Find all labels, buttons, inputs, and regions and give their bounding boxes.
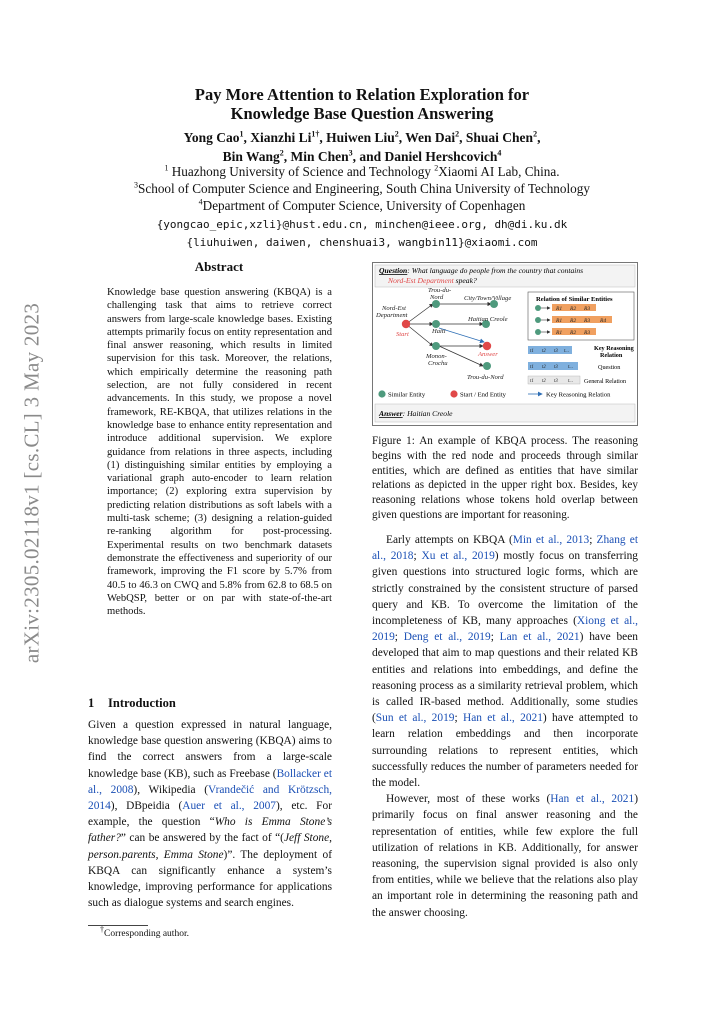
token: t2	[542, 365, 546, 370]
citation-link[interactable]: Bollacker et al., 2008	[88, 767, 332, 796]
node-similar	[432, 300, 440, 308]
label-answer: Answer	[478, 351, 498, 358]
paper-title	[0, 85, 724, 123]
title-line-2: Knowledge Base Question Answering	[230, 104, 494, 123]
authors-line-1	[0, 128, 724, 147]
answer-text: Answer: Haitian Creole	[379, 409, 453, 418]
section-number: 1	[88, 696, 95, 710]
abstract-heading: Abstract	[194, 259, 244, 274]
paragraph-early-attempts: Early attempts on KBQA (Min et al., 2013; Zhang et al., 2018; Xu et al., 2019) mostly focus on transferring given questions into structured logic forms, which are strictly constrained by the consistent structure of parsed query and KB. To overcome the limitation of the incompleteness of KB, many approaches (Xiong et al., 2019; Deng et al., 2019; Lan et al., 2021) have been developed that aim to map questions and their related KB entities and relations into embeddings, and define the reasoning process as a similarity retrieval problem, which is called IR-based method. Additionally, some studies (Sun et al., 2019; Han et al., 2021) have attempted to learn relation embeddings and then incorporate surrounding relations to represent entities, which successfully reduces the number of parameters needed for the model.	[372, 534, 639, 790]
author-list	[0, 128, 724, 166]
intro-paragraph: Given a question expressed in natural language, knowledge base question answering (KBQA) aims to find the correct answers from a large-scale knowledge base (KB), such as Freebase (Bollacker et al., 2008), Wikipedia (Vrandečić and Krötzsch, 2014), DBpeidia (Auer et al., 2007), etc. For example, the question “Who is Emma Stone’s father?” can be answered by the fact of “(Jeff Stone, person.parents, Emma Stone)”. The deployment of KBQA can significantly enhance a system’s knowledge, improving performance for applications such as dialogue systems and search engines.	[88, 719, 333, 910]
label-trou-top-2: Nord	[430, 294, 444, 301]
email-line-2: {liuhuiwen, daiwen, chenshuai3, wangbin11}@xiaomi.com	[186, 235, 538, 249]
token: t...	[568, 379, 573, 384]
general-tag: General Relation	[584, 378, 627, 385]
token: t...	[568, 365, 573, 370]
label-mom-2: Crochu	[428, 360, 448, 367]
node-similar	[432, 342, 440, 350]
node-answer	[483, 342, 491, 350]
figure-caption: Figure 1: An example of KBQA process. The reasoning begins with the red node and proceeds through similar entities, which are defined as entities that have similar relations as depicted in the upper right box. Besides, key reasoning relations whose tokens hold overlap between given questions are important for reasoning.	[372, 435, 638, 521]
legend-similar-dot	[378, 390, 385, 397]
author-8: , and Daniel Hershcovich	[352, 149, 498, 164]
author-6: Bin Wang	[222, 149, 280, 164]
token: t3	[554, 365, 558, 370]
figure-1	[372, 262, 638, 426]
paragraph-however: However, most of these works (Han et al., 2021) primarily focus on final answer reasoning and the representation of entities, while few explore the full utilization of relations in KB. Additionally, for answer reasoning, the supervision signal provided is also only from entities, while we believe that the relations also play an important role in determining the reasoning path and the answer choosing.	[372, 793, 638, 919]
email-line-1: {yongcao_epic,xzli}@hust.edu.cn, minchen@ieee.org, dh@di.ku.dk	[156, 218, 568, 231]
rel-r1: R1	[556, 318, 563, 324]
author-4-sup: 2	[455, 129, 460, 139]
legend-similar: Similar Entity	[388, 391, 426, 399]
author-2: , Xianzhi Li	[243, 130, 312, 145]
abstract-body: Knowledge base question answering (KBQA) is a challenging task that aims to retrieve correct answers from large-scale knowledge bases. Existing attempts primarily focus on entity representation and final answer reasoning, which results in limited supervision for this task. Moreover, the relations, which empirically determine the reasoning path selection, are not fully considered in recent advancements. In this study, we propose a novel framework, RE-KBQA, that utilizes relations in the knowledge base to enhance entity representation and introduce additional supervision. We explore guidance from relations in three aspects, including (1) distinguishing similar entities by employing a variational graph auto-encoder to learn relation importance; (2) exploring extra supervision by predicting relation distributions as soft labels with a multi-task scheme; (3) designing a relation-guided re-ranking algorithm for post-processing. Experimental results on two benchmark datasets demonstrate the effectiveness and superiority of our framework, improving the F1 score by 5.7% from 40.5 to 46.3 on CWQ and 5.8% from 62.8 to 68.5 on WebQSP, better or on par with state-of-the-art methods.	[107, 287, 332, 618]
label-mom-1: Monon-	[426, 353, 447, 360]
footnote	[100, 924, 189, 939]
legend-startend: Start / End Entity	[460, 391, 506, 399]
footnote-text: Corresponding author.	[104, 929, 189, 939]
rel-r3: R3	[584, 330, 591, 336]
node-start	[402, 320, 410, 328]
affil-4-sup: 4	[198, 197, 203, 207]
question-text: Question: What language do people from the country that contains	[379, 266, 584, 275]
row-node	[535, 317, 541, 323]
question-text-2: Nord-Est Department speak?	[388, 276, 477, 285]
rel-r1: R1	[556, 330, 563, 336]
author-5: , Shuai Chen	[459, 130, 534, 145]
label-nord-1: Nord-Est	[382, 305, 406, 312]
similar-box-title: Relation of Similar Entities	[536, 296, 613, 303]
affil-3: School of Computer Science and Engineering, South China University of Technology	[138, 181, 590, 196]
rel-r2: R2	[570, 318, 577, 324]
rel-r2: R2	[570, 306, 577, 312]
token: t3	[554, 379, 558, 384]
rel-r3: R3	[584, 318, 591, 324]
citation-link[interactable]: Deng et al., 2019	[403, 631, 491, 644]
label-city: City/Town/Village	[464, 295, 512, 302]
citation-link[interactable]: Xiong et al., 2019	[372, 615, 638, 644]
token: t1	[530, 349, 534, 354]
token: t1	[530, 365, 534, 370]
affil-line-3	[0, 197, 724, 214]
citation-link[interactable]: Sun et al., 2019	[375, 712, 455, 725]
author-6-sup: 2	[279, 148, 284, 158]
rel-r1: R1	[556, 306, 563, 312]
affiliations	[0, 163, 724, 214]
rel-r4: R4	[600, 318, 607, 324]
node-similar	[483, 362, 491, 370]
token: t3	[554, 349, 558, 354]
author-4: , Wen Dai	[398, 130, 456, 145]
row-node	[535, 329, 541, 335]
citation-link[interactable]: Han et al., 2021	[462, 712, 543, 725]
legend	[378, 390, 611, 398]
affil-line-1	[0, 163, 724, 180]
example-question: Who is Emma Stone’s father?	[88, 816, 333, 845]
affil-2-sup: 2	[434, 163, 439, 173]
title-line-1: Pay More Attention to Relation Exploration for	[194, 85, 530, 104]
question-tag: Question	[598, 364, 621, 371]
label-trou-bottom: Trou-du-Nord	[467, 374, 504, 381]
label-haiti: Haiti	[432, 328, 446, 335]
footnote-rule	[88, 925, 148, 926]
citation-link[interactable]: Xu et al., 2019	[421, 550, 495, 563]
author-1: Yong Cao	[183, 130, 240, 145]
affil-1-sup: 1	[164, 163, 169, 173]
affil-2: Xiaomi AI Lab, China.	[438, 164, 560, 179]
author-emails	[0, 216, 724, 251]
affil-1: Huazhong University of Science and Technology	[168, 164, 435, 179]
row-node	[535, 305, 541, 311]
author-2-sup: 1†	[311, 129, 320, 139]
author-5-sup: 2	[533, 129, 538, 139]
author-7-sup: 3	[348, 148, 353, 158]
affil-3-sup: 3	[134, 180, 139, 190]
citation-link[interactable]: Auer et al., 2007	[182, 800, 277, 813]
citation-link[interactable]: Han et al., 2021	[550, 793, 635, 806]
author-7: , Min Chen	[283, 149, 349, 164]
token: t2	[542, 349, 546, 354]
node-similar	[432, 320, 440, 328]
label-creole: Haitian Creole	[468, 316, 508, 323]
label-start: Start	[396, 331, 409, 338]
section-title: Introduction	[108, 696, 176, 710]
citation-link[interactable]: Zhang et al., 2018	[372, 534, 639, 563]
arxiv-sidebar	[12, 302, 52, 664]
citation-link[interactable]: Lan et al., 2021	[499, 631, 580, 644]
section-heading-introduction	[88, 696, 176, 711]
author-3: , Huiwen Liu	[319, 130, 395, 145]
right-column-body	[372, 532, 638, 921]
author-3-sup: 2	[394, 129, 399, 139]
key-title-2: Relation	[600, 352, 623, 359]
affil-4: Department of Computer Science, University of Copenhagen	[202, 198, 526, 213]
citation-link[interactable]: Vrandečić and Krötzsch, 2014	[88, 783, 332, 813]
label-nord-2: Department	[376, 312, 408, 319]
legend-startend-dot	[450, 390, 457, 397]
token: t2	[542, 379, 546, 384]
author-5-comma: ,	[537, 130, 541, 145]
example-fact: Jeff Stone, person.parents, Emma Stone	[88, 832, 332, 861]
rel-r3: R3	[584, 306, 591, 312]
rel-r2: R2	[570, 330, 577, 336]
affil-line-2	[0, 180, 724, 197]
legend-key: Key Reasoning Relation	[546, 391, 611, 399]
footnote-mark: †	[100, 924, 104, 934]
token: t1	[530, 379, 534, 384]
label-trou-top-1: Trou-du-	[428, 287, 452, 294]
arxiv-id: arXiv:2305.02118v1 [cs.CL] 3 May 2023	[19, 302, 44, 664]
author-1-sup: 1	[239, 129, 244, 139]
author-8-sup: 4	[497, 148, 502, 158]
key-title-1: Key Reasoning	[594, 345, 634, 352]
citation-link[interactable]: Min et al., 2013	[512, 534, 590, 546]
token: t...	[564, 349, 569, 354]
